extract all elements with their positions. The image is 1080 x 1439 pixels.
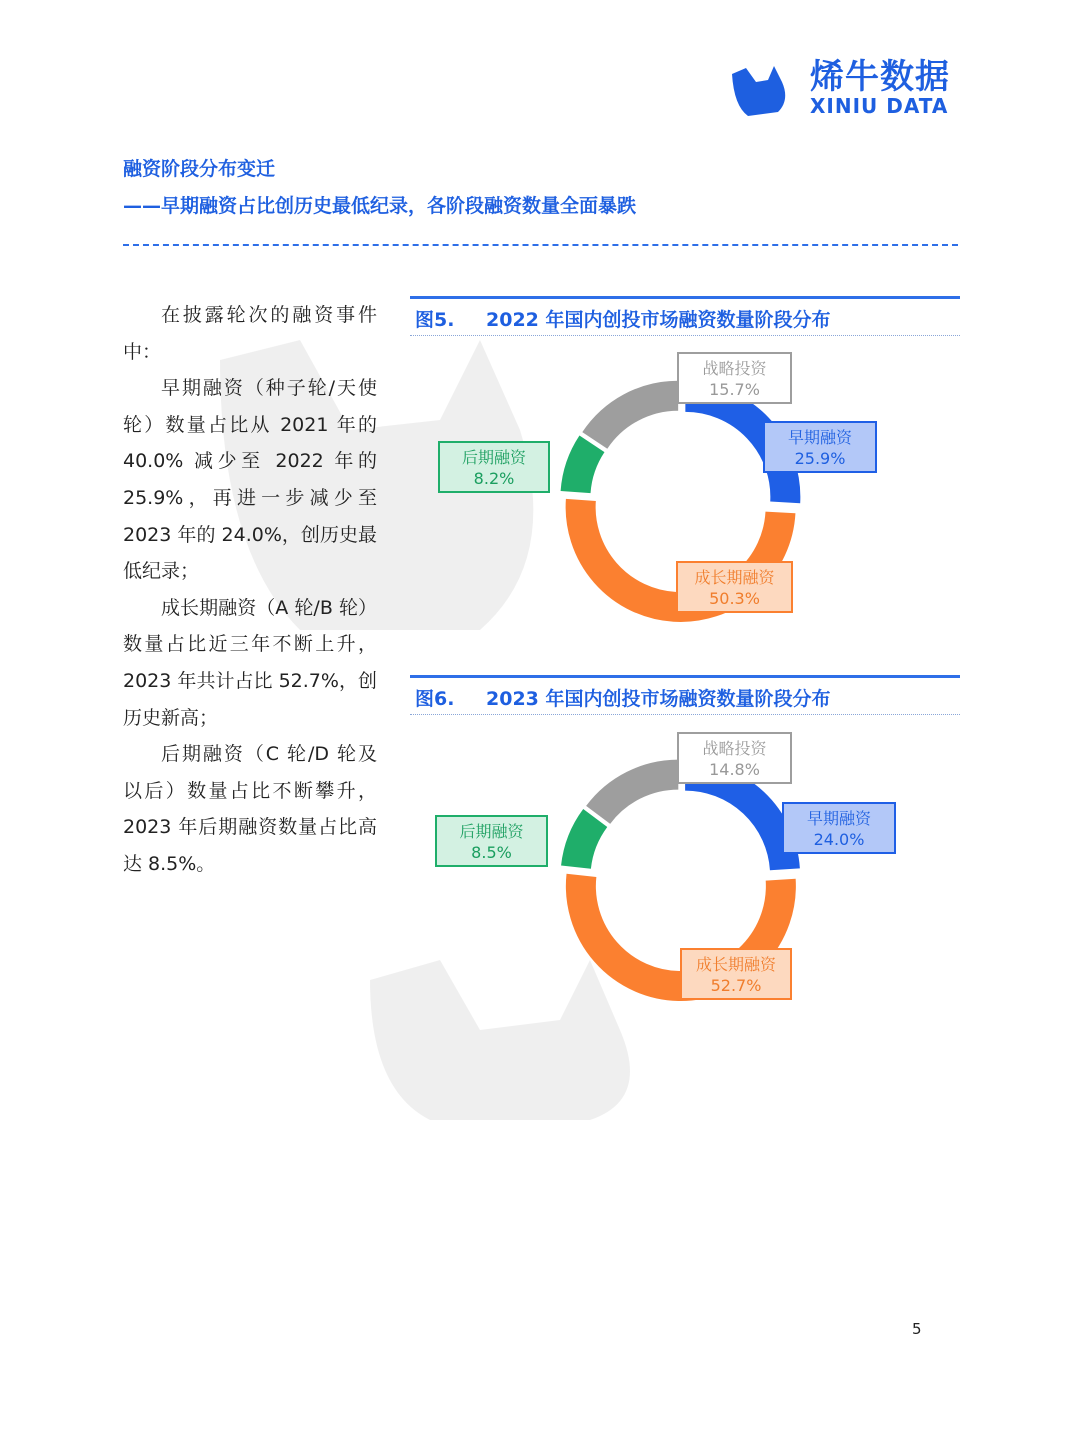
slice-strategic: [598, 775, 678, 815]
value-label: 8.2%: [473, 469, 515, 488]
body-text: [123, 297, 377, 883]
category-label: 战略投资: [702, 739, 767, 758]
data-label-early: [783, 803, 895, 853]
figure-header: [410, 675, 960, 715]
data-label-growth: [677, 562, 792, 612]
slice-late: [576, 818, 595, 867]
slice-early: [685, 776, 785, 870]
category-label: 成长期融资: [695, 955, 777, 974]
value-label: 14.8%: [709, 760, 760, 779]
slice-strategic: [595, 396, 678, 441]
donut-chart-2023: [410, 715, 960, 1005]
category-label: 早期融资: [787, 428, 853, 447]
figure-header: [410, 296, 960, 336]
figure-5: [410, 296, 960, 608]
figure-title: 2023 年国内创投市场融资数量阶段分布: [486, 688, 831, 710]
data-label-late: [439, 442, 549, 492]
paragraph: 早期融资（种子轮/天使轮）数量占比从 2021 年的 40.0% 减少至 2022 年的 25.9%，再进一步减少至 2023 年的 24.0%，创历史最低纪录；: [123, 377, 377, 583]
section-divider: [123, 244, 958, 246]
value-label: 15.7%: [709, 380, 760, 399]
category-label: 后期融资: [461, 448, 527, 467]
category-label: 早期融资: [806, 809, 872, 828]
donut-chart-2022: [410, 336, 960, 626]
brand-name-cn: 烯牛数据: [810, 57, 950, 97]
category-label: 成长期融资: [694, 568, 775, 587]
data-label-early: [764, 422, 876, 472]
figure-number: 图6.: [415, 688, 455, 710]
slice-late: [576, 444, 592, 492]
rhino-icon: [730, 62, 806, 118]
value-label: 24.0%: [813, 830, 865, 849]
figure-6: [410, 675, 960, 995]
category-label: 后期融资: [459, 822, 524, 841]
data-label-strategic: [678, 353, 791, 403]
data-label-growth: [681, 949, 791, 999]
brand-logo: [730, 56, 950, 122]
category-label: 战略投资: [702, 359, 767, 378]
value-label: 8.5%: [471, 843, 512, 862]
figure-number: 图5.: [415, 309, 455, 331]
value-label: 25.9%: [794, 449, 846, 468]
paragraph: 成长期融资（A 轮/B 轮）数量占比近三年不断上升，2023 年共计占比 52.7%，创历史新高；: [123, 596, 377, 729]
page-number: 5: [912, 1320, 922, 1338]
paragraph: 在披露轮次的融资事件中：: [123, 304, 377, 363]
paragraph: 后期融资（C 轮/D 轮及以后）数量占比不断攀升，2023 年后期融资数量占比高达 8.5%。: [123, 743, 377, 875]
data-label-late: [436, 816, 547, 866]
section-title: 融资阶段分布变迁: [123, 158, 276, 180]
data-label-strategic: [678, 733, 791, 783]
value-label: 52.7%: [710, 976, 762, 995]
brand-name-en: XINIU DATA: [810, 94, 949, 118]
figure-title: 2022 年国内创投市场融资数量阶段分布: [486, 309, 831, 331]
section-subtitle: ——早期融资占比创历史最低纪录，各阶段融资数量全面暴跌: [123, 195, 637, 217]
value-label: 50.3%: [709, 589, 760, 608]
